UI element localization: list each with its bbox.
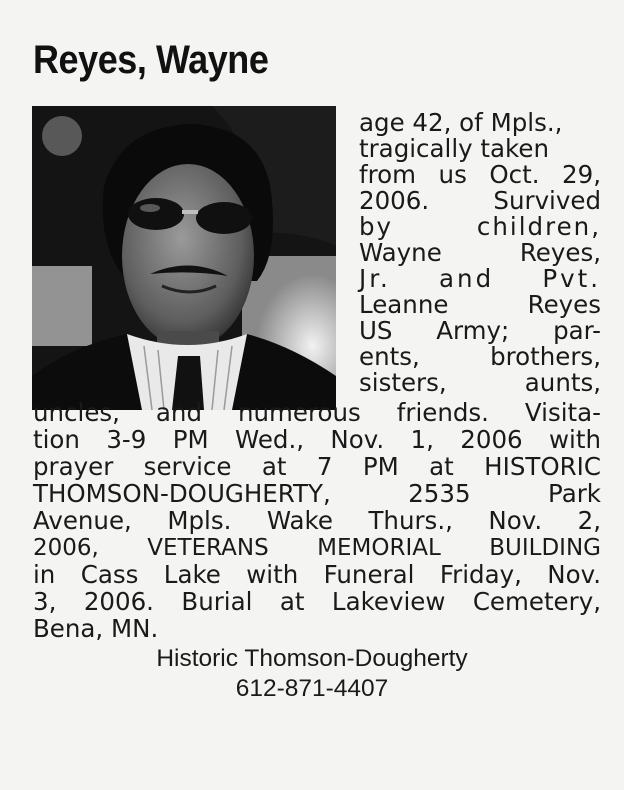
- obituary-text-line: tion 3-9 PM Wed., Nov. 1, 2006 with: [33, 425, 601, 454]
- obituary-text-line: ents, brothers,: [359, 342, 601, 371]
- obituary-text-line: 2006. Survived: [359, 186, 601, 215]
- obituary-text-line: by children,: [359, 212, 601, 241]
- obituary-text-line: THOMSON-DOUGHERTY, 2535 Park: [33, 479, 601, 508]
- obituary-text-line: 3, 2006. Burial at Lakeview Cemetery,: [33, 587, 601, 616]
- obituary-text-line: Wayne Reyes,: [359, 238, 601, 267]
- obituary-text-line: from us Oct. 29,: [359, 160, 601, 189]
- obituary-text-line: uncles, and numerous friends. Visita-: [33, 398, 601, 427]
- obituary-text-line: Jr. and Pvt.: [359, 264, 601, 293]
- obituary-text-line: Avenue, Mpls. Wake Thurs., Nov. 2,: [33, 506, 601, 535]
- obituary-text-line: tragically taken: [359, 134, 549, 163]
- funeral-home-name: Historic Thomson-Dougherty: [156, 645, 468, 672]
- obituary-text-line: in Cass Lake with Funeral Friday, Nov.: [33, 560, 601, 589]
- obituary-text-line: Leanne Reyes: [359, 290, 601, 319]
- obituary-text-line: sisters, aunts,: [359, 368, 601, 397]
- portrait-photo: [32, 106, 336, 410]
- obituary-text-line: prayer service at 7 PM at HISTORIC: [33, 452, 601, 481]
- obituary-text-line: US Army; par-: [359, 316, 601, 345]
- obituary-text-line: 2006, VETERANS MEMORIAL BUILDING: [33, 535, 601, 561]
- obituary-name: Reyes, Wayne: [33, 38, 269, 82]
- obituary-text-line: age 42, of Mpls.,: [359, 108, 563, 137]
- funeral-home-phone: 612-871-4407: [235, 675, 389, 702]
- obituary-text-line: Bena, MN.: [33, 614, 159, 643]
